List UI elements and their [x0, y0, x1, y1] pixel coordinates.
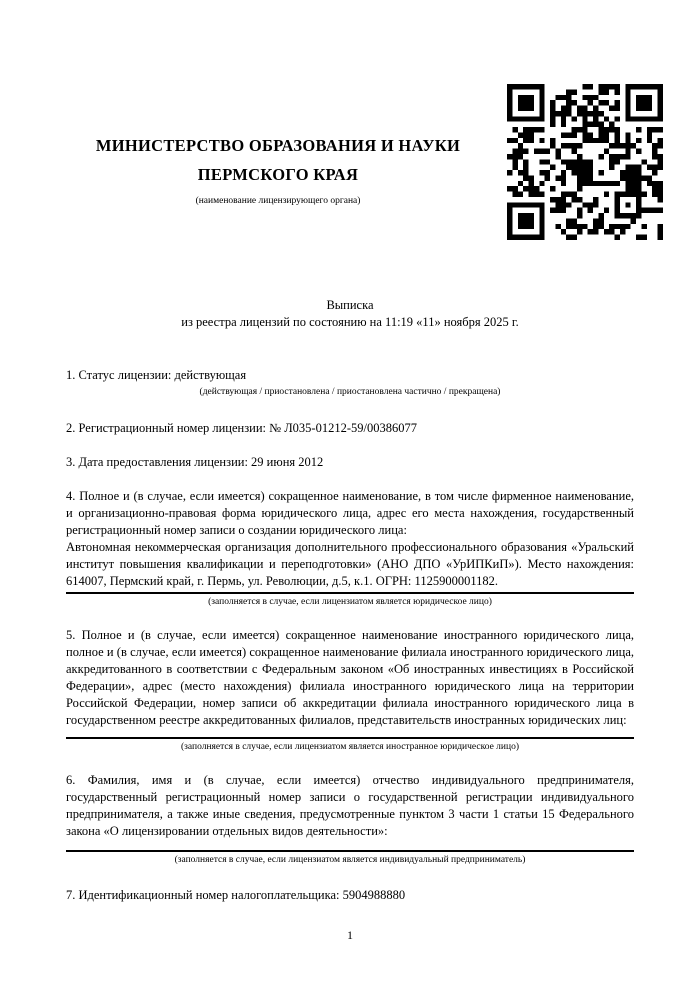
item-4-note: (заполняется в случае, если лицензиатом является юридическое лицо) [208, 597, 492, 607]
ministry-name-line2: ПЕРМСКОГО КРАЯ [197, 165, 359, 184]
document-body [66, 297, 634, 904]
item-4-intro: 4. Полное и (в случае, если имеется) сокращенное наименование, в том числе фирменное наименование, и организационно-правовая форма юридического лица, адрес его места нахождения, государственный регистрационный номер записи о создании юридического лица: [66, 489, 634, 537]
item-1-note: (действующая / приостановлена / приостановлена частично / прекращена) [199, 387, 501, 397]
document-subtitle-date: из реестра лицензий по состоянию на 11:19 «11» ноября 2025 г. [181, 315, 519, 329]
item-2-registration-number: 2. Регистрационный номер лицензии: № Л035-01212-59/00386077 [66, 421, 417, 435]
item-4-value: Автономная некоммерческая организация дополнительного профессионального образования «Уральский институт повышения квалификации и переподготовки» (АНО ДПО «УрИПКиП»). Место нахождения: 614007, Пермский край, г. Пермь, ул. Революции, д.5, к.1. ОГРН: 1125900001182. [66, 540, 634, 588]
item-6-footer [66, 850, 634, 867]
page-number: 1 [347, 928, 353, 942]
licensing-authority-header [66, 131, 490, 207]
item-4-footer [66, 592, 634, 609]
document-title: Выписка [326, 298, 374, 312]
item-5-note: (заполняется в случае, если лицензиатом является иностранное юридическое лицо) [181, 742, 519, 752]
item-4-legal-entity [66, 488, 634, 590]
item-1-license-status: 1. Статус лицензии: действующая [66, 368, 247, 382]
item-7-taxpayer-number: 7. Идентификационный номер налогоплательщика: 5904988880 [66, 888, 406, 902]
qr-code-icon [507, 84, 663, 240]
item-3-license-date: 3. Дата предоставления лицензии: 29 июня 2012 [66, 455, 324, 469]
item-6-note: (заполняется в случае, если лицензиатом является индивидуальный предприниматель) [174, 855, 526, 865]
authority-caption: (наименование лицензирующего органа) [195, 196, 361, 206]
item-6-individual-entrepreneur: 6. Фамилия, имя и (в случае, если имеется) отчество индивидуального предпринимателя, государственный регистрационный номер записи о государственной регистрации индивидуального предпринимателя, а также иные сведения, предусмотренные пунктом 3 части 1 статьи 15 Федерального закона «О лицензировании отдельных видов деятельности»: [66, 773, 634, 838]
item-5-footer [66, 737, 634, 754]
item-5-foreign-entity: 5. Полное и (в случае, если имеется) сокращенное наименование иностранного юридического лица, полное и (в случае, если имеется) сокращенное наименование филиала иностранного юридического лица, аккредитованного в соответствии с Федеральным законом «Об иностранных инвестициях в Российской Федерации», адрес (место нахождения) филиала иностранного юридического лица на территории Российской Федерации, номер записи об аккредитации филиала иностранного юридического лица в государственном реестре аккредитованных филиалов, представительств иностранных юридических лиц: [66, 628, 634, 727]
ministry-name-line1: МИНИСТЕРСТВО ОБРАЗОВАНИЯ И НАУКИ [95, 136, 461, 155]
